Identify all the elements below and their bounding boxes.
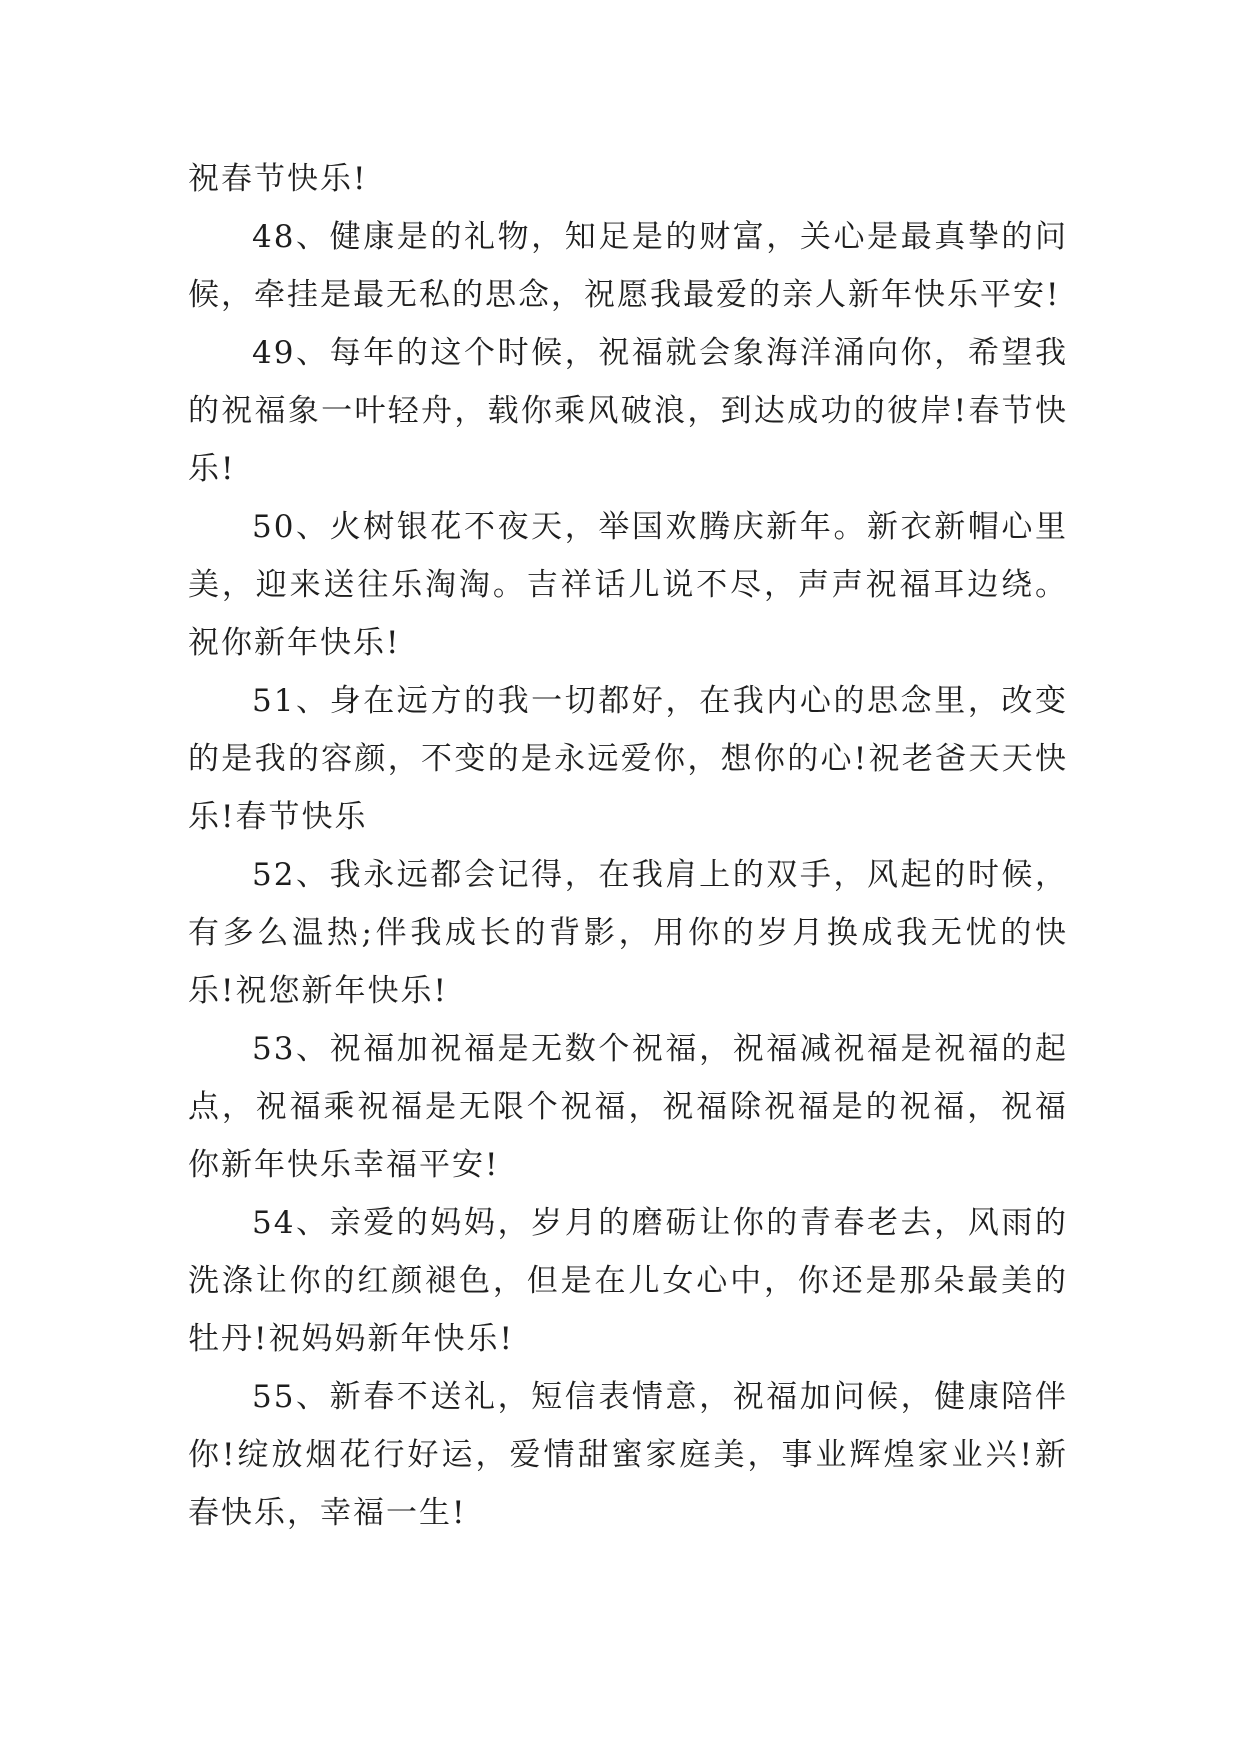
paragraph-51: 51、身在远方的我一切都好，在我内心的思念里，改变的是我的容颜，不变的是永远爱你，想你的心!祝老爸天天快乐!春节快乐	[188, 683, 1068, 835]
paragraph-53: 53、祝福加祝福是无数个祝福，祝福减祝福是祝福的起点，祝福乘祝福是无限个祝福，祝福除祝福是的祝福，祝福你新年快乐幸福平安!	[188, 1031, 1068, 1183]
document-body	[188, 150, 1068, 1542]
paragraph-continuation: 祝春节快乐!	[188, 161, 368, 197]
paragraph-50: 50、火树银花不夜天，举国欢腾庆新年。新衣新帽心里美，迎来送往乐淘淘。吉祥话儿说不尽，声声祝福耳边绕。祝你新年快乐!	[188, 509, 1068, 661]
paragraph-55: 55、新春不送礼，短信表情意，祝福加问候，健康陪伴你!绽放烟花行好运，爱情甜蜜家庭美，事业辉煌家业兴!新春快乐，幸福一生!	[188, 1379, 1068, 1531]
paragraph-49: 49、每年的这个时候，祝福就会象海洋涌向你，希望我的祝福象一叶轻舟，载你乘风破浪，到达成功的彼岸!春节快乐!	[188, 335, 1068, 487]
paragraph-48: 48、健康是的礼物，知足是的财富，关心是最真挚的问候，牵挂是最无私的思念，祝愿我最爱的亲人新年快乐平安!	[188, 219, 1068, 313]
paragraph-52: 52、我永远都会记得，在我肩上的双手，风起的时候，有多么温热;伴我成长的背影，用你的岁月换成我无忧的快乐!祝您新年快乐!	[188, 857, 1068, 1009]
paragraph-54: 54、亲爱的妈妈，岁月的磨砺让你的青春老去，风雨的洗涤让你的红颜褪色，但是在儿女心中，你还是那朵最美的牡丹!祝妈妈新年快乐!	[188, 1205, 1068, 1357]
